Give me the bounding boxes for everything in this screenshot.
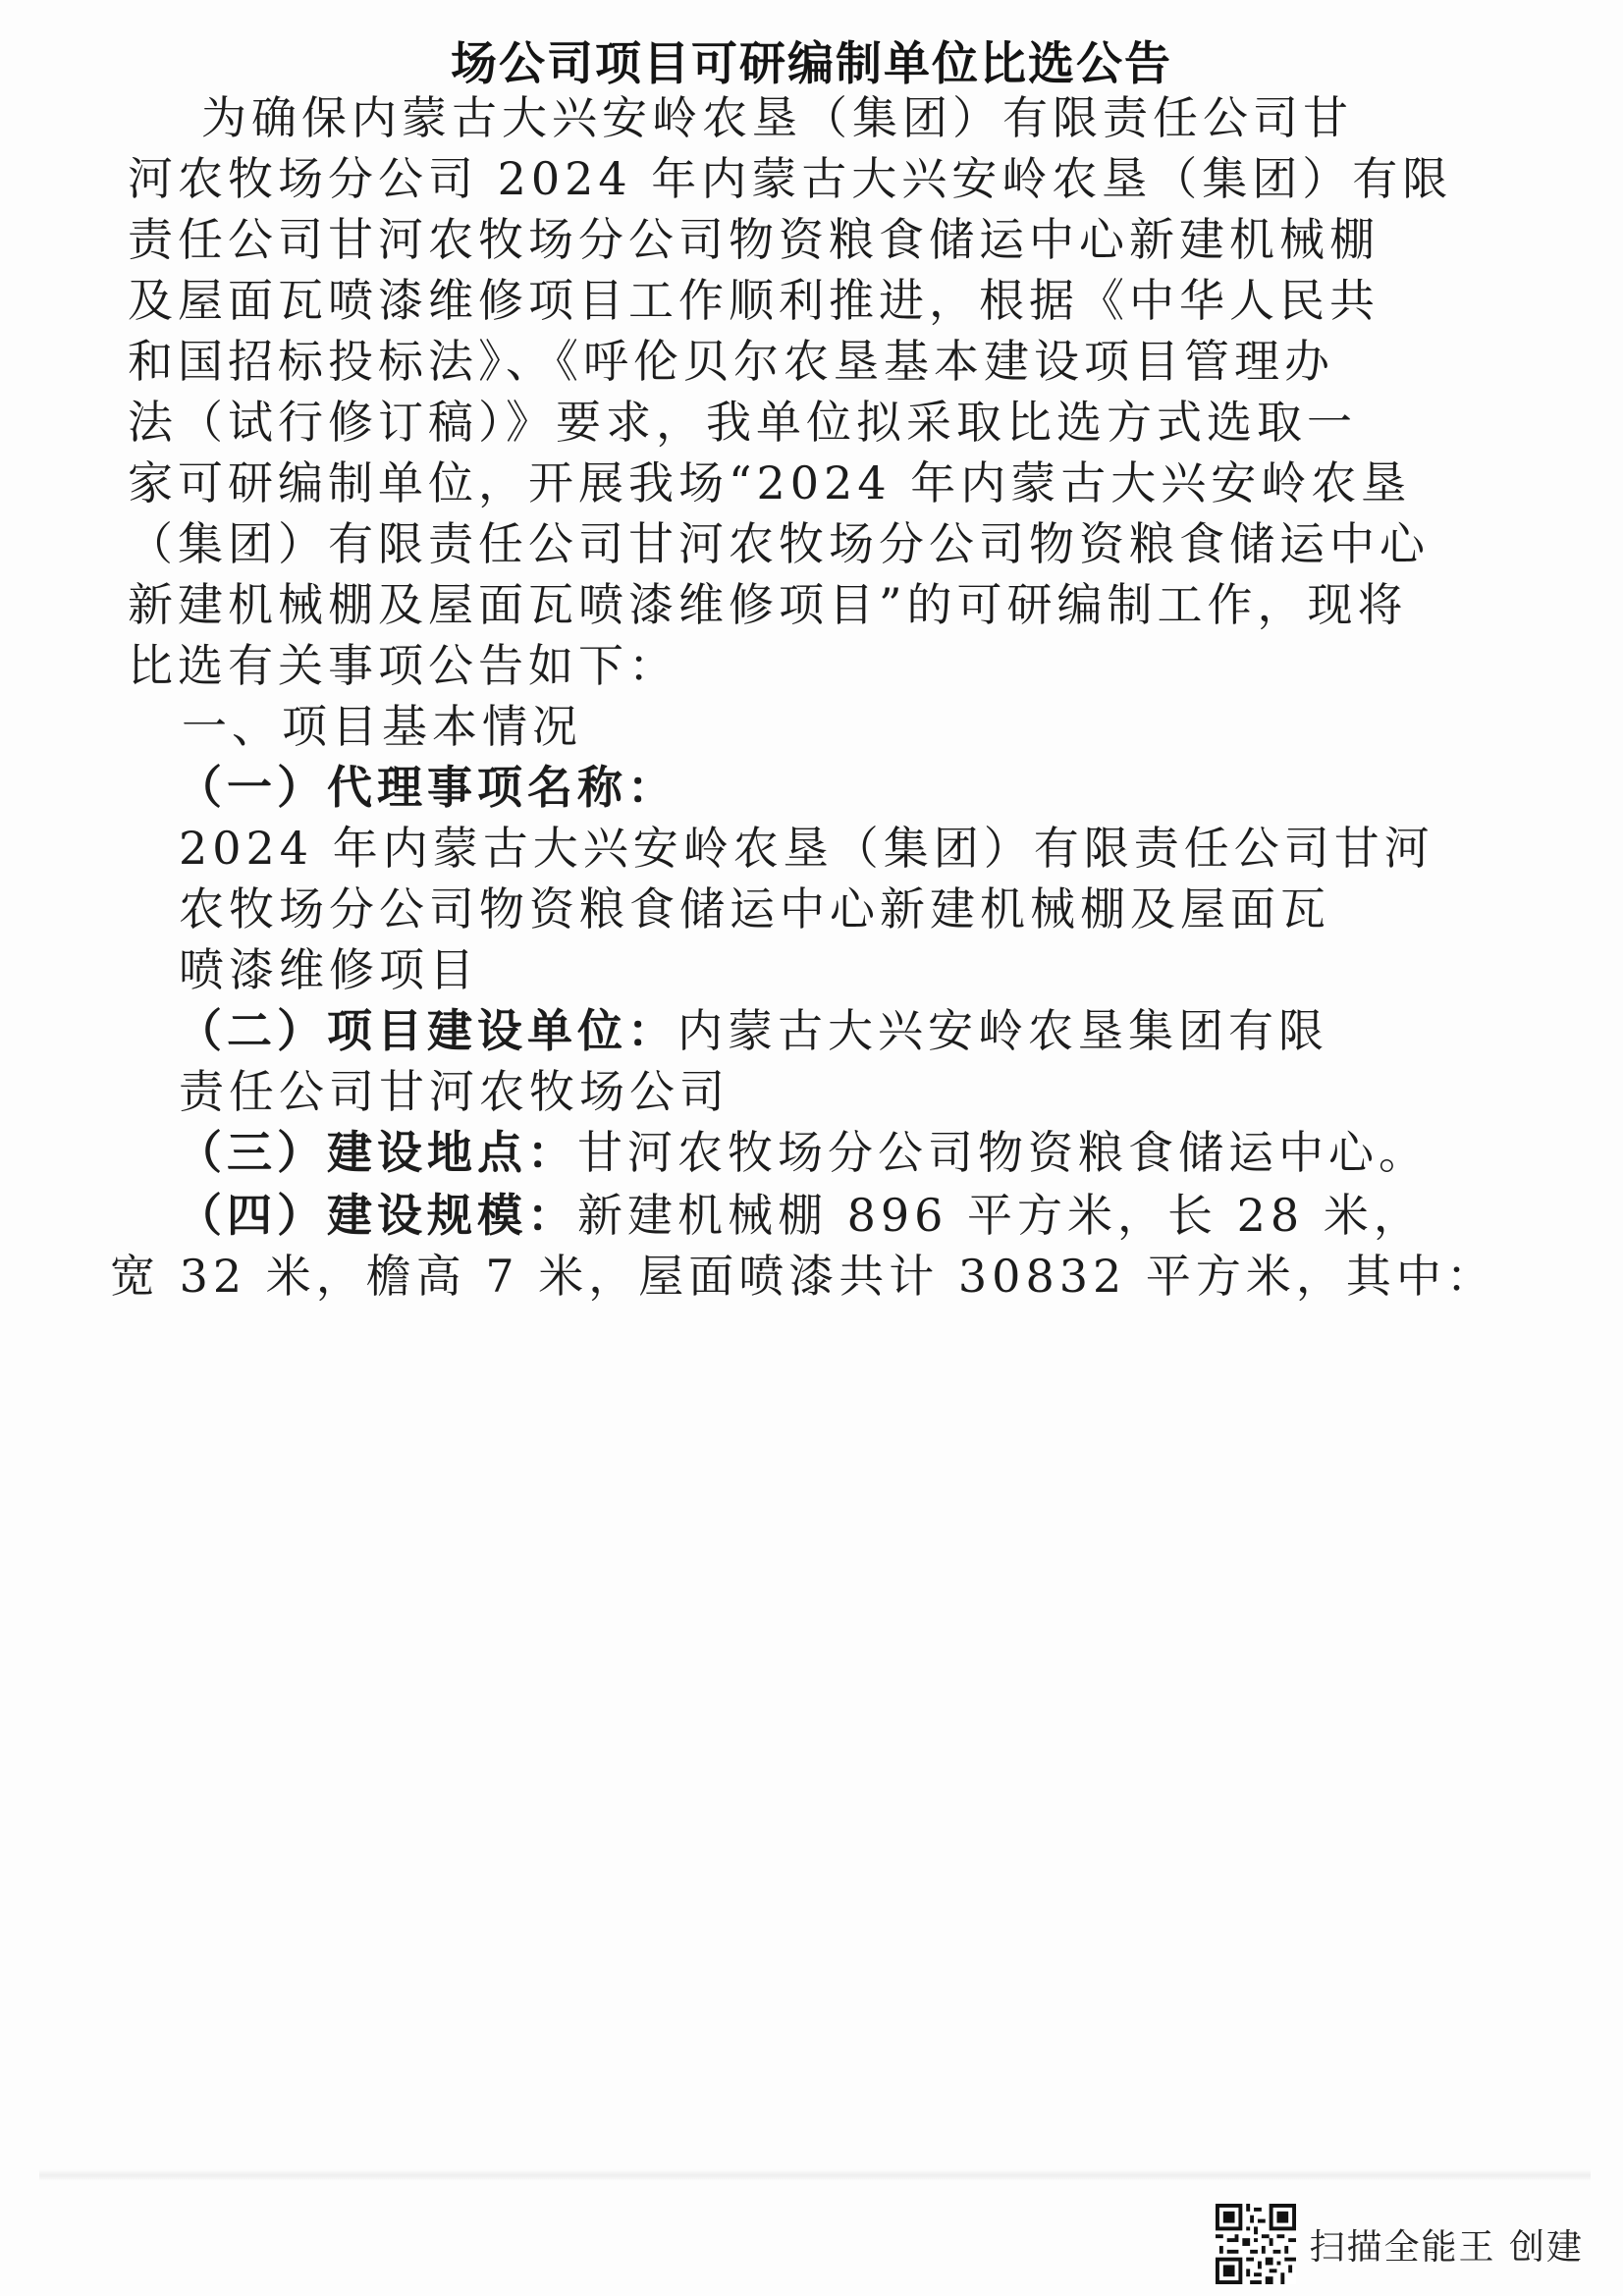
scan-edge-shadow	[39, 2169, 1591, 2181]
construction-unit-label: （二）项目建设单位：	[177, 1004, 677, 1057]
construction-site-value: 甘河农牧场分公司物资粮食储运中心。	[577, 1126, 1429, 1179]
paragraph-line: 家可研编制单位，开展我场“2024 年内蒙古大兴安岭农垦	[128, 456, 1412, 509]
paragraph-line: 新建机械棚及屋面瓦喷漆维修项目”的可研编制工作，现将	[128, 578, 1408, 631]
construction-scale-value: 新建机械棚 896 平方米，长 28 米，	[577, 1189, 1424, 1242]
construction-unit-cont: 责任公司甘河农牧场公司	[179, 1065, 730, 1118]
scanner-brand-text: 扫描全能王 创建	[1309, 2226, 1584, 2268]
page-title: 场公司项目可研编制单位比选公告	[451, 37, 1172, 91]
paragraph-line: 责任公司甘河农牧场分公司物资粮食储运中心新建机械棚	[128, 213, 1380, 266]
paragraph-line: 法（试行修订稿）》要求，我单位拟采取比选方式选取一	[128, 396, 1357, 449]
paragraph-line: （集团）有限责任公司甘河农牧场分公司物资粮食储运中心	[128, 517, 1430, 570]
subsection-heading: （一）代理事项名称：	[177, 761, 677, 814]
scanner-watermark	[1216, 2204, 1584, 2284]
paragraph-line: 和国招标投标法》、《呼伦贝尔农垦基本建设项目管理办	[128, 335, 1334, 388]
paragraph-line: 比选有关事项公告如下：	[128, 639, 678, 692]
construction-unit-line	[177, 1001, 1328, 1060]
construction-site-label: （三）建设地点：	[177, 1126, 577, 1179]
construction-scale-line	[177, 1186, 1424, 1245]
construction-scale-cont: 宽 32 米，檐高 7 米，屋面喷漆共计 30832 平方米，其中：	[110, 1250, 1496, 1303]
project-name-line: 农牧场分公司物资粮食储运中心新建机械棚及屋面瓦	[179, 882, 1330, 935]
paragraph-line: 河农牧场分公司 2024 年内蒙古大兴安岭农垦（集团）有限	[128, 152, 1453, 205]
project-name-line: 2024 年内蒙古大兴安岭农垦（集团）有限责任公司甘河	[179, 822, 1434, 875]
construction-scale-label: （四）建设规模：	[177, 1189, 577, 1242]
qr-code-icon	[1216, 2204, 1296, 2284]
paragraph-line: 及屋面瓦喷漆维修项目工作顺利推进，根据《中华人民共	[128, 274, 1380, 327]
paragraph-line: 为确保内蒙古大兴安岭农垦（集团）有限责任公司甘	[201, 91, 1353, 144]
construction-unit-value: 内蒙古大兴安岭农垦集团有限	[677, 1004, 1328, 1057]
construction-site-line	[177, 1123, 1429, 1182]
project-name-line: 喷漆维修项目	[179, 943, 479, 996]
section-heading: 一、项目基本情况	[182, 700, 582, 753]
